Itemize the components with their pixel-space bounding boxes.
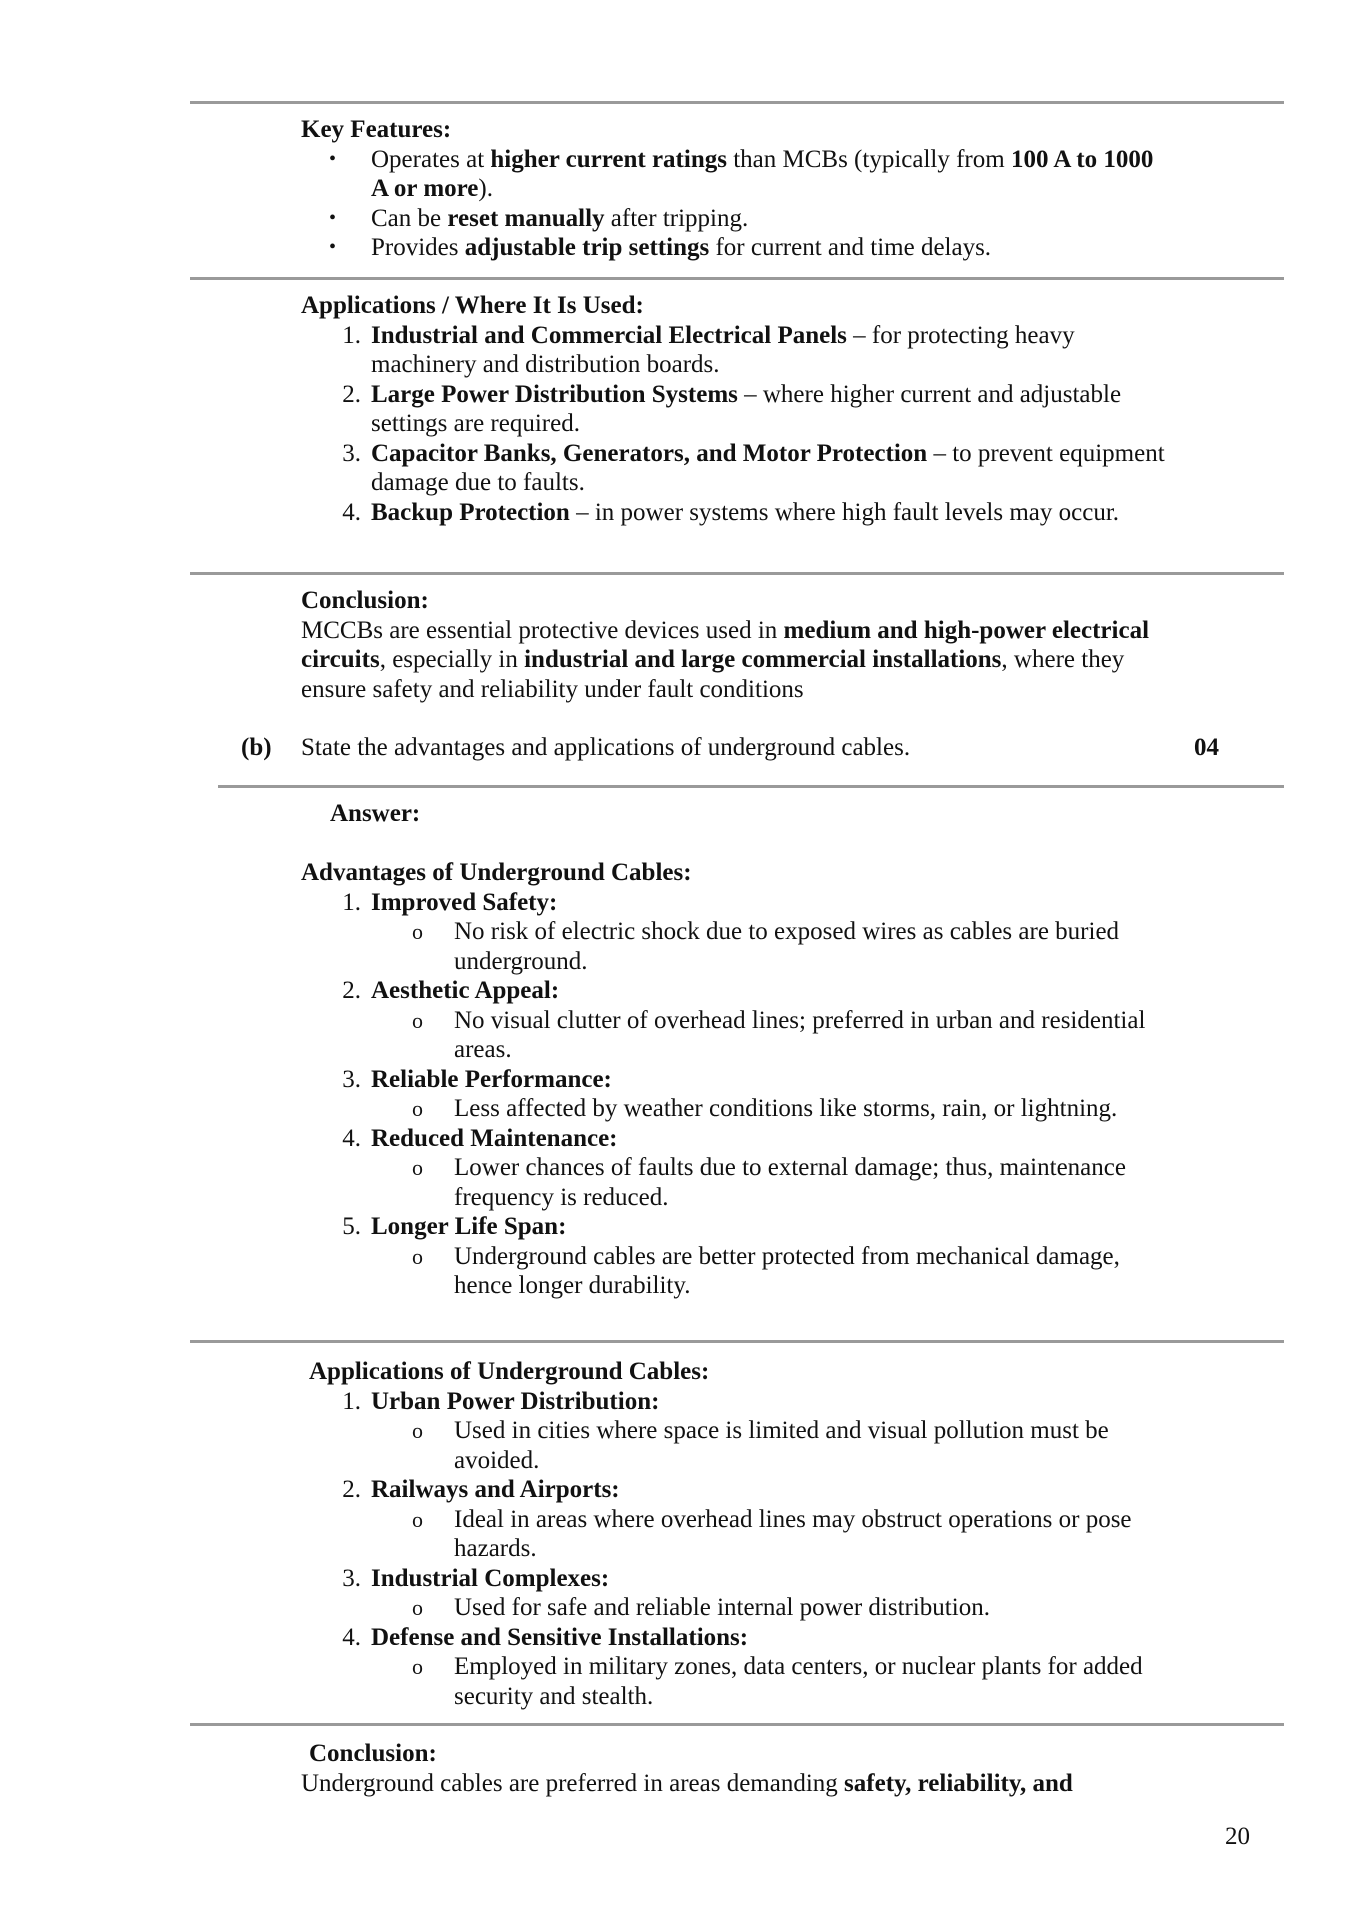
item-number: 4. — [342, 1623, 361, 1651]
item-number: 3. — [342, 1065, 361, 1093]
numbered-item — [301, 1564, 1221, 1594]
sub-item-text: No risk of electric shock due to exposed wires as cables are buried underground. — [454, 918, 1120, 975]
page-number: 20 — [1225, 1823, 1250, 1850]
item-title: Reduced Maintenance: — [371, 1124, 618, 1152]
sub-item — [301, 1505, 1221, 1564]
sub-bullet-marker: o — [412, 919, 423, 944]
numbered-item — [301, 1387, 1221, 1417]
item-number: 1. — [342, 321, 361, 349]
key-features-section — [301, 115, 1221, 263]
sub-bullet-marker: o — [412, 1595, 423, 1620]
cable-applications-heading: Applications of Underground Cables: — [309, 1358, 710, 1385]
bullet-item — [301, 145, 1221, 204]
sub-item-text: No visual clutter of overhead lines; preferred in urban and residential areas. — [454, 1006, 1146, 1063]
item-number: 2. — [342, 1476, 361, 1503]
mccb-applications-heading: Applications / Where It Is Used: — [301, 292, 644, 319]
numbered-item — [301, 1124, 1221, 1154]
bullet-text — [371, 233, 1161, 263]
item-number: 4. — [342, 498, 361, 526]
item-number: 3. — [342, 1564, 361, 1592]
sub-bullet-marker: o — [412, 1506, 423, 1532]
item-number: 3. — [342, 439, 361, 467]
numbered-item — [301, 976, 1221, 1006]
bullet-marker: • — [329, 236, 337, 258]
bold-text: safety, reliability, and — [844, 1769, 1073, 1797]
text-run: , where they ensure safety and reliability under fault conditions — [301, 646, 1125, 703]
text-run: – where higher current and adjustable settings are required. — [371, 380, 1122, 437]
question-text: State the advantages and applications of underground cables. — [301, 734, 911, 761]
sub-bullet-marker: o — [412, 1155, 423, 1180]
item-number: 5. — [342, 1213, 361, 1240]
divider — [190, 101, 1284, 104]
text-run: for current and time delays. — [709, 234, 992, 261]
cable-applications-section — [301, 1357, 1221, 1711]
text-run: Operates at — [371, 145, 491, 173]
mccb-conclusion-heading: Conclusion: — [301, 587, 429, 614]
bold-text: reset manually — [447, 204, 605, 232]
bold-text: Capacitor Banks, Generators, and Motor Protection — [371, 439, 928, 467]
bold-text: higher current ratings — [490, 145, 727, 173]
text-run: than MCBs (typically from — [726, 145, 1011, 173]
item-title: Longer Life Span: — [371, 1213, 567, 1240]
sub-item — [301, 1006, 1221, 1065]
bullet-text — [371, 204, 1161, 234]
numbered-item — [301, 1623, 1221, 1653]
sub-item — [301, 1593, 1221, 1623]
bold-text: medium and high-power electrical circuits — [301, 616, 1150, 673]
bold-text: 100 A to 1000 A or more — [371, 145, 1154, 202]
bullet-item — [301, 233, 1221, 263]
item-number: 2. — [342, 977, 361, 1004]
mccb-conclusion-text — [301, 616, 1161, 705]
numbered-item — [301, 380, 1221, 439]
sub-bullet-marker: o — [412, 1654, 423, 1679]
item-number: 4. — [342, 1124, 361, 1152]
divider — [190, 277, 1284, 280]
item-title: Aesthetic Appeal: — [371, 977, 560, 1004]
sub-item — [301, 1094, 1221, 1124]
sub-bullet-marker: o — [412, 1418, 423, 1443]
sub-item-text: Underground cables are better protected from mechanical damage, hence longer durability. — [454, 1242, 1120, 1299]
item-text — [371, 321, 1171, 380]
text-run: Provides — [371, 234, 465, 261]
numbered-item — [301, 498, 1221, 528]
divider — [190, 572, 1284, 575]
numbered-item — [301, 1212, 1221, 1242]
sub-item — [301, 1242, 1221, 1301]
sub-bullet-marker: o — [412, 1007, 423, 1033]
sub-item — [301, 1153, 1221, 1212]
key-features-heading: Key Features: — [301, 116, 452, 143]
bullet-marker: • — [329, 206, 337, 229]
text-run: ). — [478, 175, 493, 202]
bullet-text — [371, 145, 1161, 204]
sub-bullet-marker: o — [412, 1096, 423, 1121]
key-features-list — [301, 145, 1221, 263]
item-number: 1. — [342, 1387, 361, 1415]
item-title: Reliable Performance: — [371, 1065, 612, 1093]
text-run: – in power systems where high fault levels may occur. — [569, 498, 1120, 526]
text-run: MCCBs are essential protective devices used in — [301, 616, 784, 644]
text-run: – for protecting heavy machinery and distribution boards. — [371, 321, 1075, 378]
numbered-item — [301, 888, 1221, 918]
numbered-item — [301, 439, 1221, 498]
bold-text: adjustable trip settings — [464, 234, 710, 261]
bold-text: Large Power Distribution Systems — [371, 380, 738, 408]
cable-conclusion-text — [301, 1769, 1221, 1799]
item-text — [371, 439, 1171, 498]
item-title: Urban Power Distribution: — [371, 1387, 660, 1415]
divider — [190, 1340, 1284, 1343]
sub-item-text: Ideal in areas where overhead lines may obstruct operations or pose hazards. — [454, 1505, 1132, 1562]
cable-conclusion-heading: Conclusion: — [309, 1740, 437, 1767]
text-run: – to prevent equipment damage due to faults. — [371, 439, 1165, 496]
item-number: 1. — [342, 888, 361, 916]
sub-item-text: Employed in military zones, data centers, or nuclear plants for added security and stealth. — [454, 1653, 1143, 1710]
advantages-heading: Advantages of Underground Cables: — [301, 859, 692, 886]
text-run: , especially in — [379, 646, 525, 673]
numbered-item — [301, 1065, 1221, 1095]
mccb-conclusion-section — [301, 586, 1161, 704]
item-number: 2. — [342, 380, 361, 408]
sub-item-text: Lower chances of faults due to external damage; thus, maintenance frequency is reduced. — [454, 1154, 1126, 1211]
item-text — [371, 498, 1171, 528]
cable-conclusion-section — [301, 1739, 1221, 1798]
bold-text: Industrial and Commercial Electrical Panels — [371, 321, 847, 349]
sub-item — [301, 917, 1221, 976]
bullet-item — [301, 204, 1221, 234]
item-title: Railways and Airports: — [371, 1476, 620, 1503]
divider — [218, 785, 1284, 788]
item-text — [371, 380, 1171, 439]
item-title: Defense and Sensitive Installations: — [371, 1623, 749, 1651]
text-run: after tripping. — [604, 204, 749, 232]
text-run: Can be — [371, 204, 448, 232]
sub-item — [301, 1652, 1221, 1711]
numbered-item — [301, 321, 1221, 380]
bullet-marker: • — [329, 147, 337, 170]
text-run: Underground cables are preferred in areas demanding — [301, 1769, 845, 1797]
item-title: Improved Safety: — [371, 888, 558, 916]
question-marks: 04 — [1194, 734, 1219, 761]
answer-label: Answer: — [330, 800, 421, 827]
bold-text: Backup Protection — [371, 498, 570, 526]
sub-bullet-marker: o — [412, 1243, 423, 1269]
sub-item — [301, 1416, 1221, 1475]
bold-text: industrial and large commercial installations — [524, 646, 1002, 673]
mccb-applications-list — [301, 321, 1221, 528]
sub-item-text: Used for safe and reliable internal power distribution. — [454, 1594, 990, 1621]
divider — [190, 1723, 1284, 1726]
cable-applications-list — [301, 1387, 1221, 1712]
question-label: (b) — [241, 734, 272, 761]
advantages-list — [301, 888, 1221, 1301]
mccb-applications-section — [301, 291, 1221, 527]
item-title: Industrial Complexes: — [371, 1564, 610, 1592]
advantages-section — [301, 858, 1221, 1301]
sub-item-text: Used in cities where space is limited and visual pollution must be avoided. — [454, 1417, 1109, 1474]
numbered-item — [301, 1475, 1221, 1505]
sub-item-text: Less affected by weather conditions like storms, rain, or lightning. — [454, 1095, 1118, 1122]
